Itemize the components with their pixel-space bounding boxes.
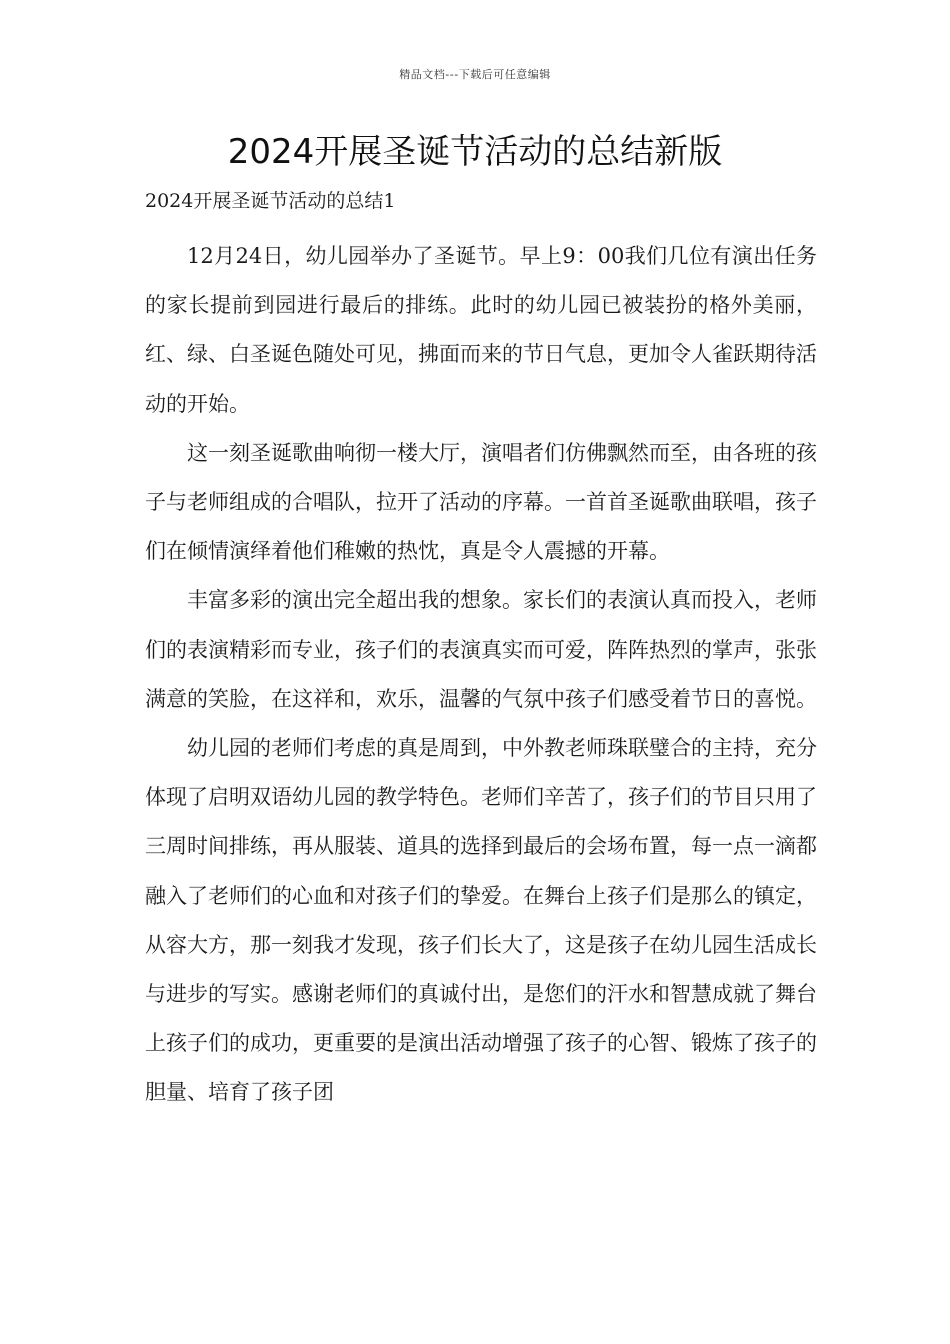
paragraph-1: 12月24日，幼儿园举办了圣诞节。早上9：00我们几位有演出任务的家长提前到园进行最后的排练。此时的幼儿园已被装扮的格外美丽，红、绿、白圣诞色随处可见，拂面而来的节日气息，更加令人雀跃期待活动的开始。	[145, 244, 817, 416]
paragraph-3: 丰富多彩的演出完全超出我的想象。家长们的表演认真而投入，老师们的表演精彩而专业，孩子们的表演真实而可爱，阵阵热烈的掌声，张张满意的笑脸，在这祥和，欢乐，温馨的气氛中孩子们感受着节日的喜悦。	[145, 588, 817, 711]
document-body	[145, 232, 817, 1118]
paragraph-4: 幼儿园的老师们考虑的真是周到，中外教老师珠联璧合的主持，充分体现了启明双语幼儿园的教学特色。老师们辛苦了，孩子们的节目只用了三周时间排练，再从服装、道具的选择到最后的会场布置，每一点一滴都融入了老师们的心血和对孩子们的挚爱。在舞台上孩子们是那么的镇定，从容大方，那一刻我才发现，孩子们长大了，这是孩子在幼儿园生活成长与进步的写实。感谢老师们的真诚付出，是您们的汗水和智慧成就了舞台上孩子们的成功，更重要的是演出活动增强了孩子的心智、锻炼了孩子的胆量、培育了孩子团	[145, 736, 817, 1105]
document-title: 2024开展圣诞节活动的总结新版	[227, 132, 723, 172]
paragraph-2: 这一刻圣诞歌曲响彻一楼大厅，演唱者们仿佛飘然而至，由各班的孩子与老师组成的合唱队，拉开了活动的序幕。一首首圣诞歌曲联唱，孩子们在倾情演绎着他们稚嫩的热忱，真是令人震撼的开幕。	[145, 440, 817, 564]
header-note: 精品文档---下载后可任意编辑	[399, 68, 551, 81]
section-subtitle: 2024开展圣诞节活动的总结1	[145, 190, 396, 212]
